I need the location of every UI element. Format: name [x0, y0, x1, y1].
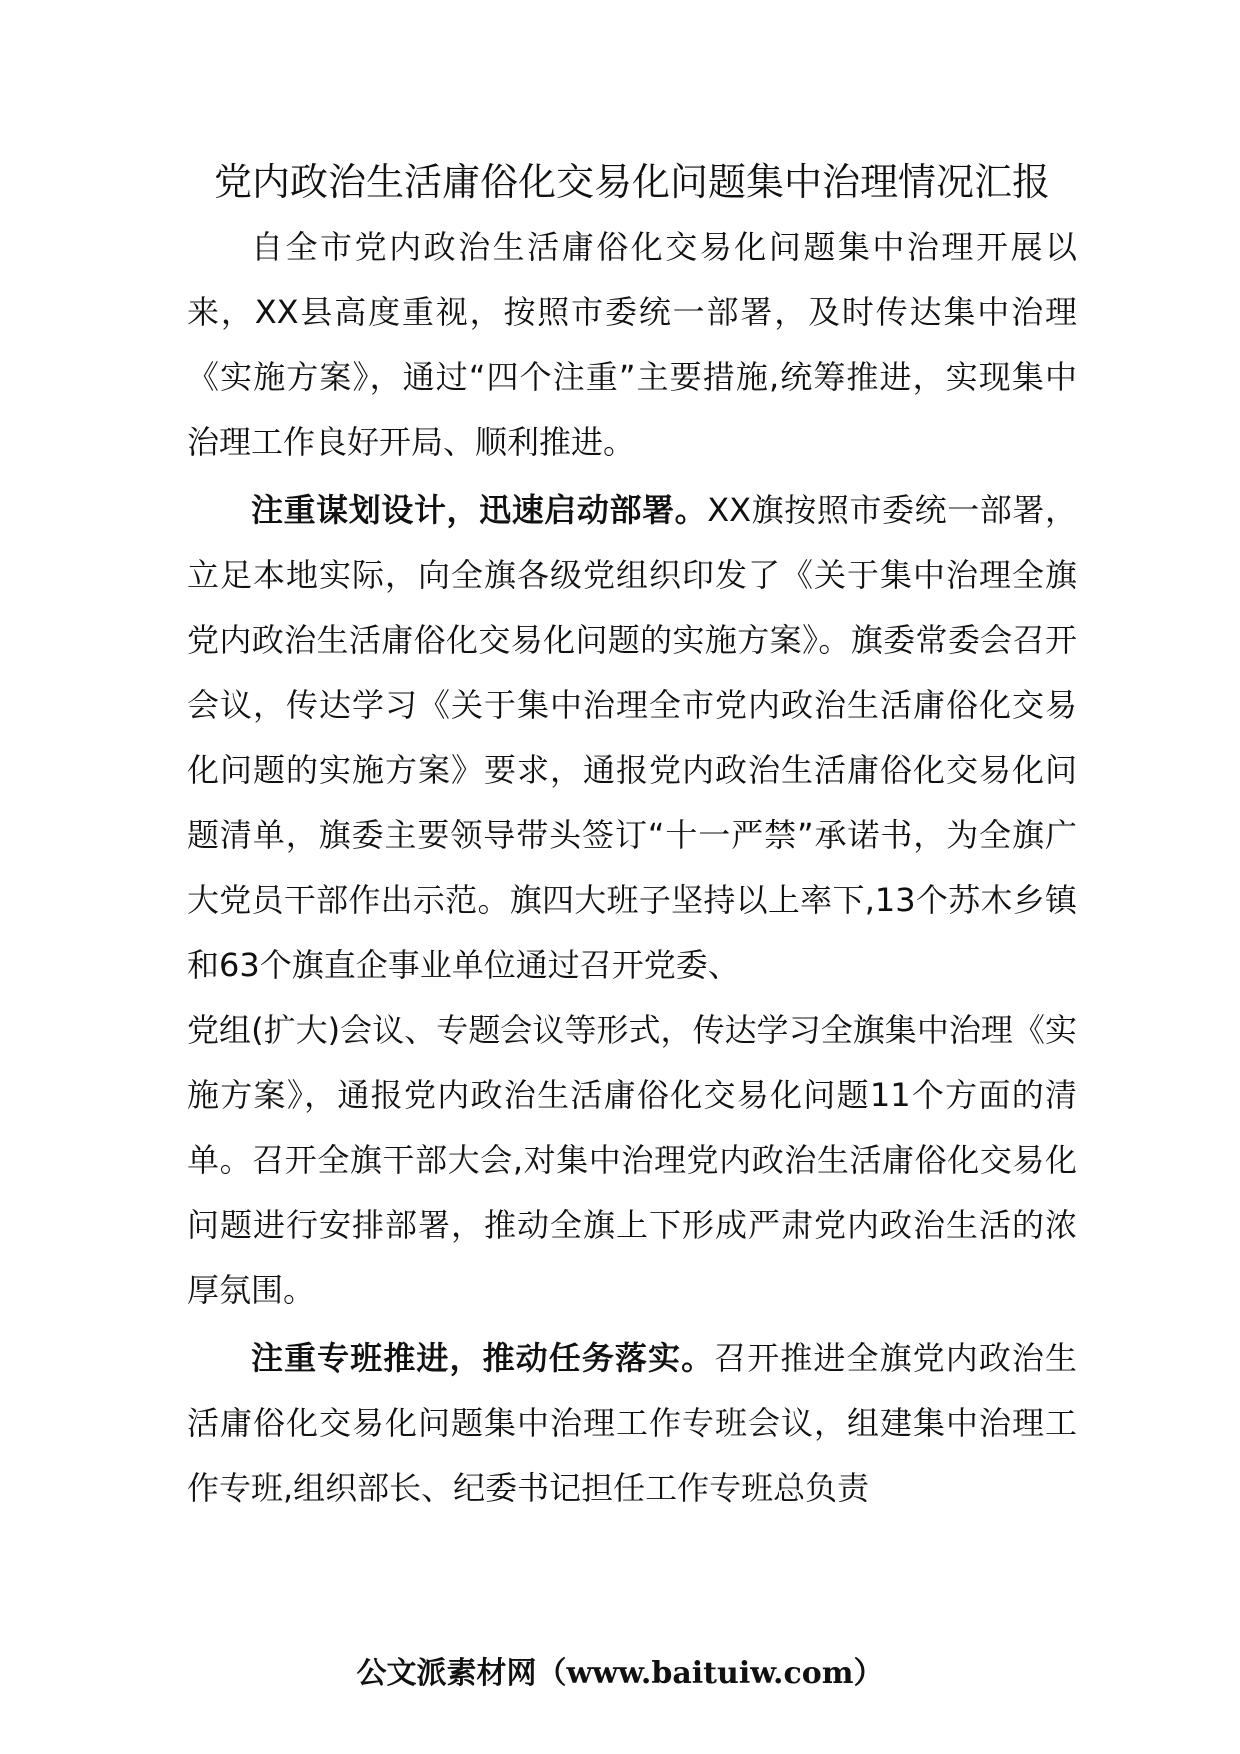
document-body: [187, 150, 1077, 1521]
section-1-paragraph: [187, 478, 1077, 998]
footer-watermark: 公文派素材网（www.baituiw.com）: [356, 1656, 884, 1691]
intro-paragraph: 自全市党内政治生活庸俗化交易化问题集中治理开展以来，XX县高度重视，按照市委统一部署，及时传达集中治理《实施方案》，通过“四个注重”主要措施,统筹推进，实现集中治理工作良好开局、顺利推进。: [187, 228, 1077, 461]
section-1-body: XX旗按照市委统一部署，立足本地实际，向全旗各级党组织印发了《关于集中治理全旗党内政治生活庸俗化交易化问题的实施方案》。旗委常委会召开会议，传达学习《关于集中治理全市党内政治生活庸俗化交易化问题的实施方案》要求，通报党内政治生活庸俗化交易化问题清单，旗委主要领导带头签订“十一严禁”承诺书，为全旗广大党员干部作出示范。旗四大班子坚持以上率下,13个苏木乡镇和63个旗直企事业单位通过召开党委、: [187, 491, 1077, 984]
document-title: 党内政治生活庸俗化交易化问题集中治理情况汇报: [213, 160, 1050, 204]
section-2-body: 召开推进全旗党内政治生活庸俗化交易化问题集中治理工作专班会议，组建集中治理工作专班,组织部长、纪委书记担任工作专班总负责: [187, 1339, 1077, 1507]
section-2-heading: 注重专班推进，推动任务落实。: [251, 1339, 715, 1377]
section-2-paragraph: [187, 1326, 1077, 1521]
section-1-heading: 注重谋划设计，迅速启动部署。: [251, 491, 708, 529]
section-1-continuation: 党组(扩大)会议、专题会议等形式，传达学习全旗集中治理《实施方案》，通报党内政治生活庸俗化交易化问题11个方面的清单。召开全旗干部大会,对集中治理党内政治生活庸俗化交易化问题进行安排部署，推动全旗上下形成严肃党内政治生活的浓厚氛围。: [187, 1011, 1077, 1309]
